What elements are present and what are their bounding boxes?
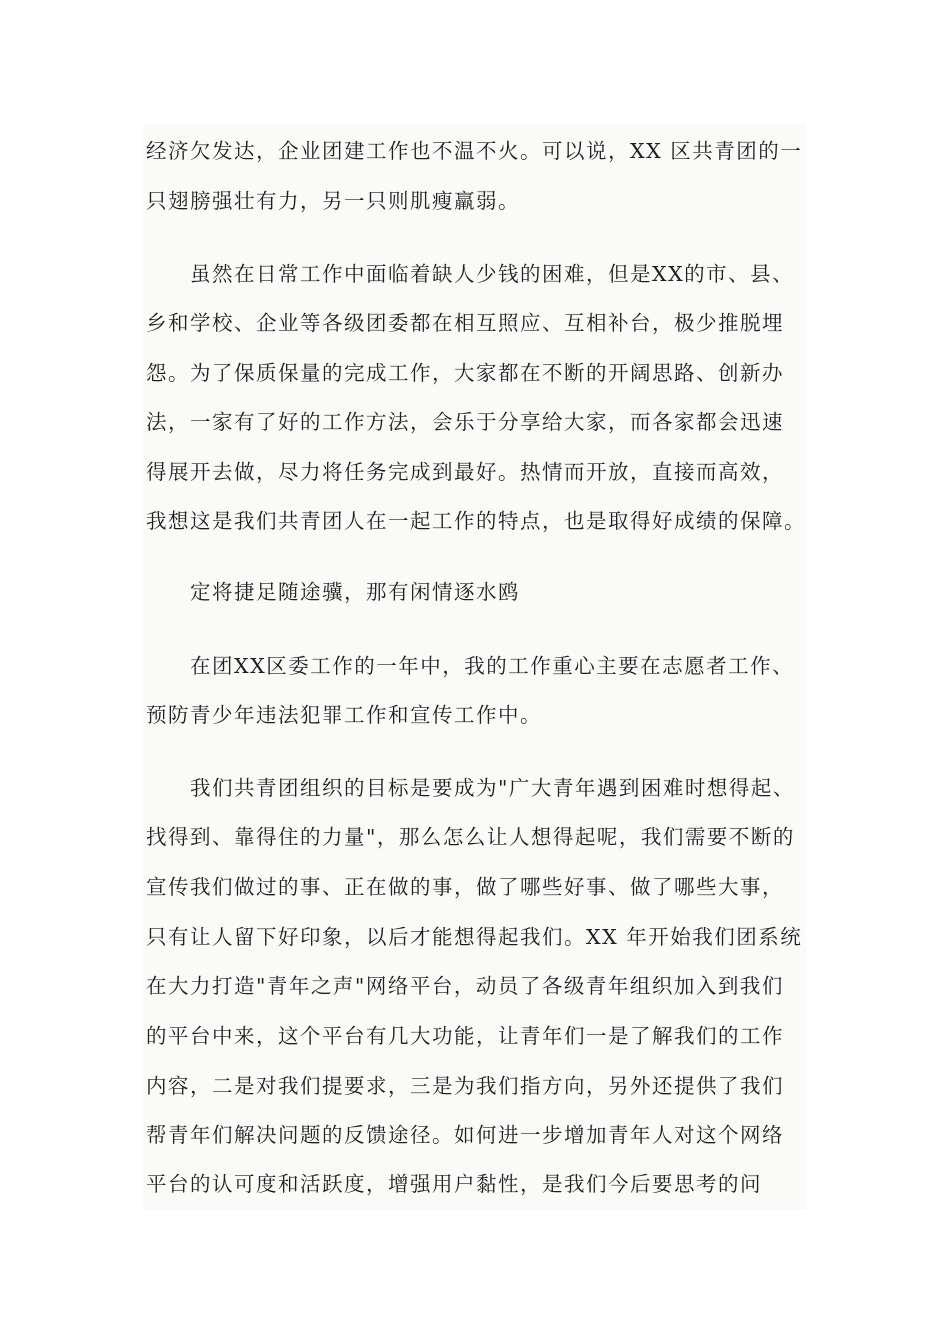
paragraph-line: 内容，二是对我们提要求，三是为我们指方向，另外还提供了我们 (146, 1074, 784, 1098)
section-heading: 定将捷足随途骥，那有闲情逐水鸥 (190, 580, 520, 604)
paragraph-line: 的平台中来，这个平台有几大功能，让青年们一是了解我们的工作 (146, 1024, 784, 1048)
paragraph-line: 帮青年们解决问题的反馈途径。如何进一步增加青年人对这个网络 (146, 1123, 784, 1147)
paragraph-line: 只翅膀强壮有力，另一只则肌瘦羸弱。 (146, 189, 520, 213)
paragraph-line: 法，一家有了好的工作方法，会乐于分享给大家，而各家都会迅速 (146, 410, 784, 434)
paragraph-line: 怨。为了保质保量的完成工作，大家都在不断的开阔思路、创新办 (146, 361, 784, 385)
paragraph-line: 找得到、靠得住的力量"，那么怎么让人想得起呢，我们需要不断的 (146, 825, 795, 849)
paragraph-line: 预防青少年违法犯罪工作和宣传工作中。 (146, 703, 542, 727)
paragraph-line: 我想这是我们共青团人在一起工作的特点，也是取得好成绩的保障。 (146, 509, 806, 533)
paragraph-line: 经济欠发达，企业团建工作也不温不火。可以说，XX 区共青团的一 (146, 139, 803, 163)
paragraph-line: 只有让人留下好印象，以后才能想得起我们。XX 年开始我们团系统 (146, 925, 803, 949)
paragraph-line: 得展开去做，尽力将任务完成到最好。热情而开放，直接而高效， (146, 460, 784, 484)
paragraph-line: 在大力打造"青年之声"网络平台，动员了各级青年组织加入到我们 (146, 974, 784, 998)
paragraph-line: 平台的认可度和活跃度，增强用户黏性，是我们今后要思考的问 (146, 1172, 762, 1196)
paragraph-line: 宣传我们做过的事、正在做的事，做了哪些好事、做了哪些大事， (146, 875, 784, 899)
paragraph-line: 在团XX区委工作的一年中，我的工作重心主要在志愿者工作、 (190, 654, 795, 678)
paragraph-line: 我们共青团组织的目标是要成为"广大青年遇到困难时想得起、 (190, 776, 795, 800)
paragraph-line: 虽然在日常工作中面临着缺人少钱的困难，但是XX的市、县、 (190, 262, 795, 286)
paragraph-line: 乡和学校、企业等各级团委都在相互照应、互相补台，极少推脱埋 (146, 311, 784, 335)
